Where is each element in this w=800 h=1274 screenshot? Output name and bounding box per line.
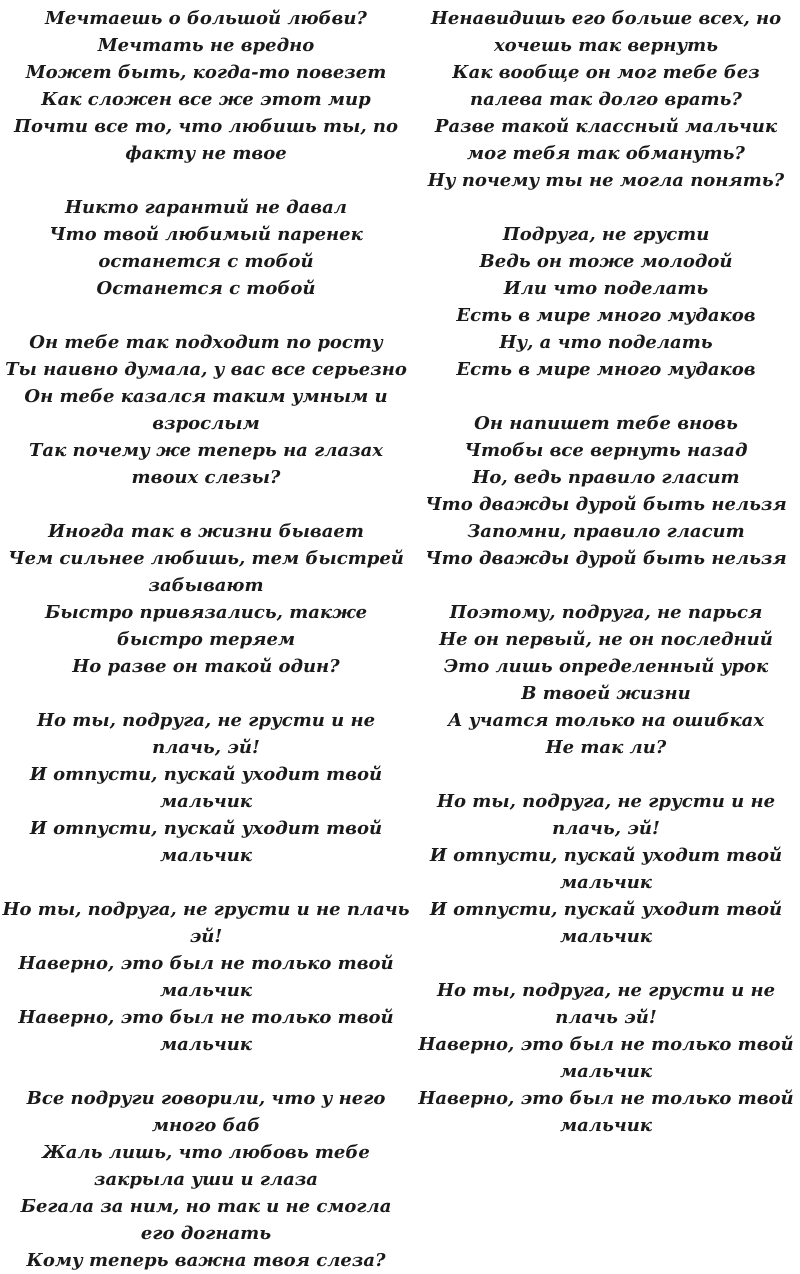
lyric-line: Может быть, когда-то повезет [25,62,387,83]
lyric-line: Ненавидишь его больше всех, но хочешь так вернуть [430,8,782,56]
lyric-line: В твоей жизни [521,683,691,704]
lyric-line: Но разве он такой один? [72,656,340,677]
stanza [2,1085,410,1274]
lyric-line: Но ты, подруга, не грусти и не плачь, эй! [36,710,376,758]
lyric-line: Жаль лишь, что любовь тебе закрыла уши и глаза [42,1142,370,1190]
stanza [416,977,796,1139]
lyric-line: И отпусти, пускай уходит твой мальчик [429,845,783,893]
lyric-line: Но ты, подруга, не грусти и не плачь эй! [436,980,776,1028]
lyric-line: Ну, а что поделать [499,332,713,353]
lyric-line: Чтобы все вернуть назад [464,440,748,461]
lyric-line: Есть в мире много мудаков [456,359,756,380]
lyric-line: Наверно, это был не только твой мальчик [418,1034,794,1082]
lyric-line: Он тебе казался таким умным и взрослым [24,386,388,434]
lyric-line: Но, ведь правило гласит [472,467,740,488]
stanza [2,329,410,491]
stanza [416,788,796,950]
stanza [2,896,410,1058]
lyric-line: Все подруги говорили, что у него много баб [26,1088,386,1136]
lyric-line: Наверно, это был не только твой мальчик [18,953,394,1001]
lyric-line: Кому теперь важна твоя слеза? [26,1250,386,1271]
lyric-line: Наверно, это был не только твой мальчик [418,1088,794,1136]
lyric-line: Иногда так в жизни бывает [48,521,364,542]
lyric-line: Или что поделать [503,278,709,299]
lyric-line: И отпусти, пускай уходит твой мальчик [29,818,383,866]
lyric-line: Он тебе так подходит по росту [29,332,383,353]
stanza [2,707,410,869]
lyric-line: Разве такой классный мальчик мог тебя так обмануть? [434,116,778,164]
lyrics-column-right [412,0,800,1200]
lyric-line: Но ты, подруга, не грусти и не плачь, эй! [436,791,776,839]
lyric-line: И отпусти, пускай уходит твой мальчик [29,764,383,812]
lyric-line: Не он первый, не он последний [439,629,773,650]
stanza [2,5,410,167]
stanza [416,410,796,572]
lyric-line: Останется с тобой [96,278,316,299]
stanza [2,518,410,680]
lyric-line: Почти все то, что любишь ты, по факту не твое [13,116,398,164]
lyric-line: Мечтаешь о большой любви? Мечтать не вредно [45,8,367,56]
lyric-line: Что дважды дурой быть нельзя [425,494,787,515]
lyric-line: Запомни, правило гласит [467,521,745,542]
lyric-line: Как сложен все же этот мир [41,89,371,110]
lyric-line: А учатся только на ошибках [447,710,765,731]
lyric-line: Но ты, подруга, не грусти и не плачь эй! [2,899,410,947]
lyric-line: Ну почему ты не могла понять? [427,170,785,191]
lyric-line: Бегала за ним, но так и не смогла его догнать [20,1196,392,1244]
lyric-line: Ведь он тоже молодой [479,251,733,272]
lyric-line: Быстро привязались, также быстро теряем [44,602,368,650]
lyric-line: Как вообще он мог тебе без палева так долго врать? [452,62,760,110]
lyric-line: Никто гарантий не давал [65,197,347,218]
lyric-line: Так почему же теперь на глазах твоих слезы? [29,440,383,488]
lyric-line: И отпусти, пускай уходит твой мальчик [429,899,783,947]
stanza [416,599,796,761]
lyric-line: Поэтому, подруга, не парься [449,602,763,623]
lyric-line: Ты наивно думала, у вас все серьезно [5,359,407,380]
lyric-line: Подруга, не грусти [502,224,710,245]
lyric-line: Не так ли? [545,737,667,758]
lyric-line: Он напишет тебе вновь [474,413,738,434]
lyric-line: Есть в мире много мудаков [456,305,756,326]
lyric-line: Что дважды дурой быть нельзя [425,548,787,569]
lyric-line: Что твой любимый паренек останется с тобой [49,224,363,272]
stanza [2,194,410,302]
stanza [416,221,796,383]
lyric-line: Наверно, это был не только твой мальчик [18,1007,394,1055]
stanza [416,5,796,194]
lyric-line: Чем сильнее любишь, тем быстрей забывают [8,548,404,596]
lyric-line: Это лишь определенный урок [443,656,769,677]
